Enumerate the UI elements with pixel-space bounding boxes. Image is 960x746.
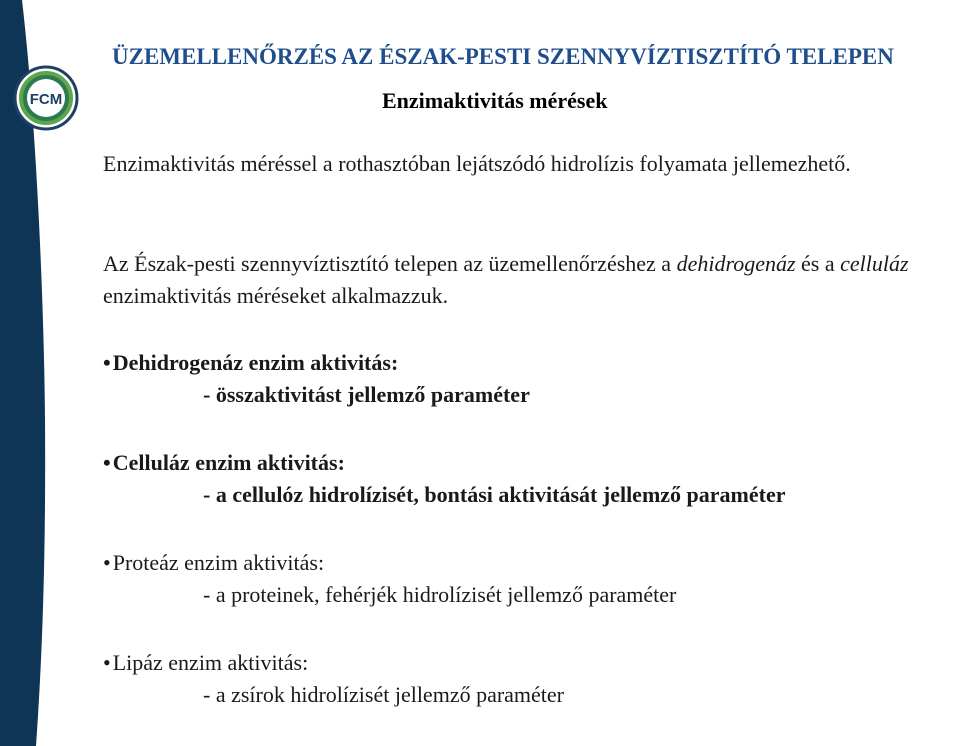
bullet-detail-proteaz: - a proteinek, fehérjék hidrolízisét jellemző paraméter — [203, 582, 677, 607]
bullet-detail-lipaz: - a zsírok hidrolízisét jellemző paraméter — [203, 682, 565, 707]
page-title: Enzimaktivitás mérések — [382, 88, 608, 113]
bullet-label: Proteáz enzim aktivitás: — [112, 550, 325, 575]
intro-paragraph-2 — [103, 248, 943, 312]
fcm-logo-icon — [13, 64, 79, 132]
intro-p2-cellulaz: celluláz — [840, 251, 909, 276]
bullet-dot: • — [103, 350, 111, 375]
intro-p2-mid: és a — [795, 251, 841, 276]
intro-p2-start: Az Észak-pesti szennyvíztisztító telepen az üzemellenőrzéshez a — [103, 251, 677, 276]
bullet-lipaz — [103, 650, 308, 676]
bullet-dot: • — [103, 550, 111, 575]
bullet-dot: • — [103, 450, 111, 475]
bullet-cellulaz — [103, 450, 345, 476]
page-header: ÜZEMELLENŐRZÉS AZ ÉSZAK-PESTI SZENNYVÍZTISZTÍTÓ TELEPEN — [112, 44, 894, 69]
intro-paragraph-1: Enzimaktivitás méréssel a rothasztóban lejátszódó hidrolízis folyamata jellemezhető. — [103, 151, 851, 176]
bullet-proteaz — [103, 550, 324, 576]
bullet-label: Dehidrogenáz enzim aktivitás: — [112, 350, 399, 375]
bullet-label: Celluláz enzim aktivitás: — [112, 450, 345, 475]
intro-p2-end: enzimaktivitás méréseket alkalmazzuk. — [103, 283, 449, 308]
intro-p2-dehidrogenaz: dehidrogenáz — [676, 251, 796, 276]
bullet-label: Lipáz enzim aktivitás: — [112, 650, 309, 675]
logo-text: FCM — [29, 91, 63, 108]
bullet-dehidrogenaz — [103, 350, 398, 376]
bullet-detail-dehidrogenaz: - összaktivitást jellemző paraméter — [203, 382, 530, 407]
bullet-detail-cellulaz: - a cellulóz hidrolízisét, bontási aktivitását jellemző paraméter — [203, 482, 786, 507]
bullet-dot: • — [103, 650, 111, 675]
